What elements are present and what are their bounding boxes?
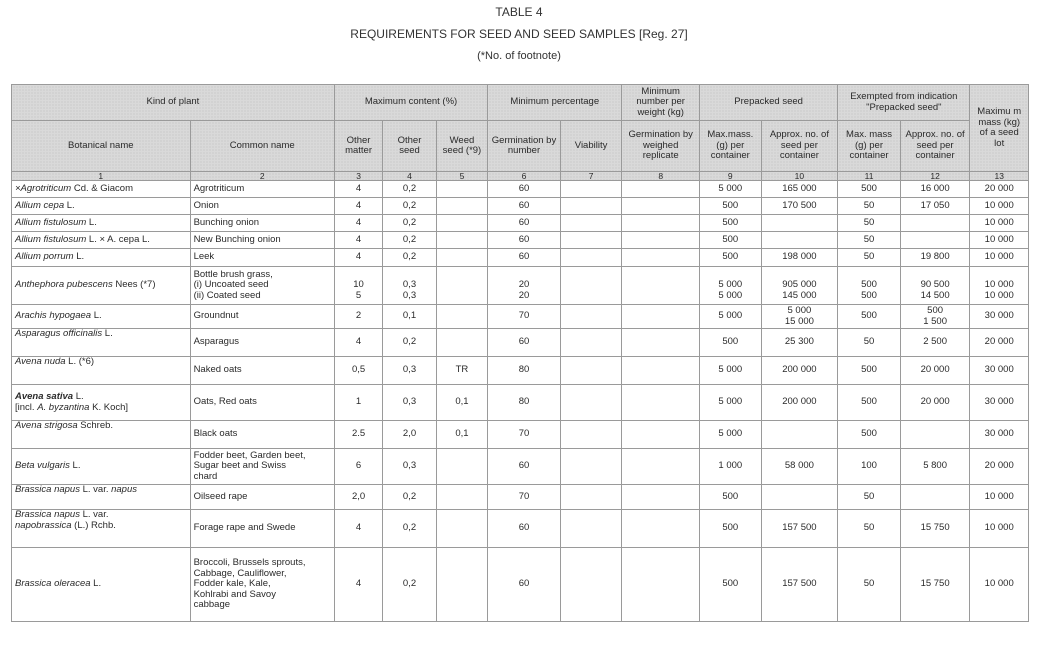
max-mass-container-exempt-cell: 100: [838, 449, 901, 485]
max-mass-lot-cell: 20 000: [970, 449, 1029, 485]
column-number: 9: [700, 172, 762, 181]
weed-seed-cell: [436, 548, 487, 622]
germination-weighed-cell: [622, 449, 700, 485]
requirements-table-wrapper: [11, 84, 1029, 622]
viability-cell: [560, 510, 622, 548]
other-seed-cell: 0,2: [383, 510, 436, 548]
other-matter-cell: 4: [334, 249, 382, 267]
header-max-mass-lot: Maximu m mass (kg) of a seed lot: [970, 85, 1029, 172]
common-name-cell: Bunching onion: [190, 215, 334, 232]
other-seed-cell: 0,2: [383, 181, 436, 198]
approx-seed-container-cell: 170 500: [761, 198, 838, 215]
other-matter-cell: 4: [334, 181, 382, 198]
germination-weighed-cell: [622, 249, 700, 267]
max-mass-container-cell: 500: [700, 548, 762, 622]
other-seed-cell: 0,1: [383, 305, 436, 329]
common-name-cell: New Bunching onion: [190, 232, 334, 249]
germination-number-cell: 80: [488, 357, 561, 385]
max-mass-lot-cell: 10 000: [970, 249, 1029, 267]
header-exempted: Exempted from indication "Prepacked seed": [838, 85, 970, 121]
other-matter-cell: 4: [334, 232, 382, 249]
max-mass-container-exempt-cell: 500: [838, 421, 901, 449]
approx-seed-container-cell: 200 000: [761, 357, 838, 385]
max-mass-lot-cell: 10 000: [970, 510, 1029, 548]
other-seed-cell: 0,2: [383, 232, 436, 249]
other-matter-cell: 4: [334, 329, 382, 357]
column-number: 13: [970, 172, 1029, 181]
table-row: [12, 548, 1029, 622]
column-number: 7: [560, 172, 622, 181]
common-name-cell: Onion: [190, 198, 334, 215]
botanical-name-cell: Brassica napus L. var. napobrassica (L.) Rchb.: [12, 510, 191, 548]
germination-number-cell: 70: [488, 305, 561, 329]
weed-seed-cell: [436, 249, 487, 267]
header-max-content: Maximum content (%): [334, 85, 487, 121]
other-matter-cell: 2.5: [334, 421, 382, 449]
germination-weighed-cell: [622, 329, 700, 357]
max-mass-container-exempt-cell: 500: [838, 357, 901, 385]
table-row: [12, 329, 1029, 357]
other-matter-cell: 4: [334, 215, 382, 232]
other-matter-cell: 2: [334, 305, 382, 329]
max-mass-container-exempt-cell: 50: [838, 215, 901, 232]
column-number: 2: [190, 172, 334, 181]
approx-seed-container-exempt-cell: 500 1 500: [900, 305, 970, 329]
header-viability: Viability: [560, 121, 622, 172]
germination-number-cell: 60: [488, 215, 561, 232]
max-mass-container-exempt-cell: 50: [838, 485, 901, 510]
max-mass-lot-cell: 10 000: [970, 485, 1029, 510]
other-matter-cell: 1: [334, 385, 382, 421]
max-mass-container-exempt-cell: 500: [838, 305, 901, 329]
other-seed-cell: 0,3: [383, 449, 436, 485]
max-mass-lot-cell: 20 000: [970, 329, 1029, 357]
germination-weighed-cell: [622, 421, 700, 449]
table-number: TABLE 4: [495, 5, 543, 19]
common-name-cell: Oilseed rape: [190, 485, 334, 510]
max-mass-container-cell: 1 000: [700, 449, 762, 485]
weed-seed-cell: [436, 329, 487, 357]
botanical-name-cell: Anthephora pubescens Nees (*7): [12, 267, 191, 305]
approx-seed-container-cell: 200 000: [761, 385, 838, 421]
header-row-2: [12, 121, 1029, 172]
germination-number-cell: 60: [488, 249, 561, 267]
approx-seed-container-cell: 905 000 145 000: [761, 267, 838, 305]
weed-seed-cell: [436, 267, 487, 305]
germination-number-cell: 60: [488, 198, 561, 215]
weed-seed-cell: [436, 181, 487, 198]
approx-seed-container-exempt-cell: 5 800: [900, 449, 970, 485]
max-mass-container-cell: 500: [700, 329, 762, 357]
germination-number-cell: 70: [488, 485, 561, 510]
approx-seed-container-cell: [761, 232, 838, 249]
approx-seed-container-exempt-cell: [900, 215, 970, 232]
other-seed-cell: 0,3 0,3: [383, 267, 436, 305]
weed-seed-cell: [436, 305, 487, 329]
table-row: [12, 305, 1029, 329]
germination-number-cell: 80: [488, 385, 561, 421]
column-number: 4: [383, 172, 436, 181]
common-name-cell: Asparagus: [190, 329, 334, 357]
viability-cell: [560, 305, 622, 329]
approx-seed-container-exempt-cell: [900, 232, 970, 249]
max-mass-lot-cell: 30 000: [970, 305, 1029, 329]
common-name-cell: Forage rape and Swede: [190, 510, 334, 548]
approx-seed-container-exempt-cell: 15 750: [900, 548, 970, 622]
header-germination-number: Germination by number: [488, 121, 561, 172]
viability-cell: [560, 198, 622, 215]
max-mass-container-cell: 500: [700, 249, 762, 267]
germination-number-cell: 60: [488, 548, 561, 622]
common-name-cell: Fodder beet, Garden beet, Sugar beet and Swiss chard: [190, 449, 334, 485]
column-number: 1: [12, 172, 191, 181]
other-seed-cell: 0,2: [383, 548, 436, 622]
max-mass-lot-cell: 10 000: [970, 548, 1029, 622]
other-seed-cell: 0,3: [383, 385, 436, 421]
table-row: [12, 485, 1029, 510]
approx-seed-container-cell: [761, 485, 838, 510]
common-name-cell: Groundnut: [190, 305, 334, 329]
germination-weighed-cell: [622, 357, 700, 385]
approx-seed-container-exempt-cell: [900, 485, 970, 510]
botanical-name-cell: Brassica oleracea L.: [12, 548, 191, 622]
viability-cell: [560, 267, 622, 305]
germination-weighed-cell: [622, 215, 700, 232]
germination-number-cell: 20 20: [488, 267, 561, 305]
approx-seed-container-exempt-cell: 20 000: [900, 385, 970, 421]
weed-seed-cell: 0,1: [436, 421, 487, 449]
max-mass-lot-cell: 10 000: [970, 215, 1029, 232]
max-mass-container-cell: 5 000 5 000: [700, 267, 762, 305]
approx-seed-container-exempt-cell: 16 000: [900, 181, 970, 198]
other-seed-cell: 0,2: [383, 485, 436, 510]
viability-cell: [560, 181, 622, 198]
viability-cell: [560, 385, 622, 421]
viability-cell: [560, 215, 622, 232]
header-approx-seed-container: Approx. no. of seed per container: [761, 121, 838, 172]
max-mass-lot-cell: 10 000: [970, 198, 1029, 215]
other-matter-cell: 4: [334, 198, 382, 215]
column-number: 12: [900, 172, 970, 181]
column-number: 6: [488, 172, 561, 181]
approx-seed-container-exempt-cell: 15 750: [900, 510, 970, 548]
max-mass-lot-cell: 30 000: [970, 421, 1029, 449]
table-row: [12, 385, 1029, 421]
botanical-name-cell: Avena strigosa Schreb.: [12, 421, 191, 449]
max-mass-container-cell: 5 000: [700, 385, 762, 421]
common-name-cell: Bottle brush grass, (i) Uncoated seed (ii) Coated seed: [190, 267, 334, 305]
table-row: [12, 181, 1029, 198]
header-min-number: Minimum number per weight (kg): [622, 85, 700, 121]
approx-seed-container-exempt-cell: 17 050: [900, 198, 970, 215]
germination-weighed-cell: [622, 385, 700, 421]
germination-weighed-cell: [622, 181, 700, 198]
weed-seed-cell: [436, 232, 487, 249]
weed-seed-cell: [436, 449, 487, 485]
common-name-cell: Agrotriticum: [190, 181, 334, 198]
germination-weighed-cell: [622, 232, 700, 249]
viability-cell: [560, 329, 622, 357]
table-row: [12, 232, 1029, 249]
max-mass-lot-cell: 10 000 10 000: [970, 267, 1029, 305]
max-mass-lot-cell: 30 000: [970, 357, 1029, 385]
approx-seed-container-cell: 157 500: [761, 510, 838, 548]
table-row: [12, 357, 1029, 385]
other-matter-cell: 0,5: [334, 357, 382, 385]
weed-seed-cell: [436, 485, 487, 510]
weed-seed-cell: [436, 198, 487, 215]
botanical-name-cell: Asparagus officinalis L.: [12, 329, 191, 357]
header-approx-seed-container-exempt: Approx. no. of seed per container: [900, 121, 970, 172]
other-matter-cell: 4: [334, 548, 382, 622]
weed-seed-cell: TR: [436, 357, 487, 385]
header-max-mass-container-exempt: Max. mass (g) per container: [838, 121, 901, 172]
botanical-name-cell: Avena nuda L. (*6): [12, 357, 191, 385]
header-weed-seed: Weed seed (*9): [436, 121, 487, 172]
germination-weighed-cell: [622, 485, 700, 510]
max-mass-lot-cell: 20 000: [970, 181, 1029, 198]
header-max-mass-container: Max.mass. (g) per container: [700, 121, 762, 172]
max-mass-container-cell: 5 000: [700, 181, 762, 198]
table-row: [12, 267, 1029, 305]
weed-seed-cell: [436, 510, 487, 548]
column-number-row: [12, 172, 1029, 181]
max-mass-container-cell: 500: [700, 215, 762, 232]
botanical-name-cell: Allium fistulosum L. × A. cepa L.: [12, 232, 191, 249]
max-mass-container-exempt-cell: 50: [838, 198, 901, 215]
approx-seed-container-cell: 157 500: [761, 548, 838, 622]
weed-seed-cell: 0,1: [436, 385, 487, 421]
germination-number-cell: 60: [488, 510, 561, 548]
germination-number-cell: 60: [488, 329, 561, 357]
approx-seed-container-exempt-cell: 20 000: [900, 357, 970, 385]
other-matter-cell: 4: [334, 510, 382, 548]
approx-seed-container-cell: 165 000: [761, 181, 838, 198]
germination-weighed-cell: [622, 548, 700, 622]
germination-weighed-cell: [622, 305, 700, 329]
header-prepacked: Prepacked seed: [700, 85, 838, 121]
column-number: 11: [838, 172, 901, 181]
botanical-name-cell: Allium porrum L.: [12, 249, 191, 267]
common-name-cell: Broccoli, Brussels sprouts, Cabbage, Cauliflower, Fodder kale, Kale, Kohlrabi and Savoy cabbage: [190, 548, 334, 622]
approx-seed-container-cell: [761, 421, 838, 449]
weed-seed-cell: [436, 215, 487, 232]
header-common-name: Common name: [190, 121, 334, 172]
approx-seed-container-cell: 198 000: [761, 249, 838, 267]
germination-number-cell: 60: [488, 449, 561, 485]
max-mass-container-exempt-cell: 500: [838, 385, 901, 421]
table-row: [12, 198, 1029, 215]
approx-seed-container-cell: 25 300: [761, 329, 838, 357]
botanical-name-cell: Beta vulgaris L.: [12, 449, 191, 485]
column-number: 10: [761, 172, 838, 181]
table-row: [12, 215, 1029, 232]
botanical-name-cell: Allium fistulosum L.: [12, 215, 191, 232]
other-matter-cell: 2,0: [334, 485, 382, 510]
common-name-cell: Oats, Red oats: [190, 385, 334, 421]
botanical-name-cell: Allium cepa L.: [12, 198, 191, 215]
other-seed-cell: 0,2: [383, 198, 436, 215]
other-seed-cell: 0,2: [383, 249, 436, 267]
header-row-1: [12, 85, 1029, 121]
table-row: [12, 249, 1029, 267]
approx-seed-container-exempt-cell: [900, 421, 970, 449]
max-mass-container-cell: 500: [700, 510, 762, 548]
germination-weighed-cell: [622, 198, 700, 215]
max-mass-lot-cell: 30 000: [970, 385, 1029, 421]
common-name-cell: Black oats: [190, 421, 334, 449]
germination-weighed-cell: [622, 267, 700, 305]
max-mass-container-exempt-cell: 50: [838, 329, 901, 357]
max-mass-lot-cell: 10 000: [970, 232, 1029, 249]
max-mass-container-exempt-cell: 500: [838, 181, 901, 198]
max-mass-container-exempt-cell: 50: [838, 510, 901, 548]
germination-weighed-cell: [622, 510, 700, 548]
common-name-cell: Leek: [190, 249, 334, 267]
header-min-percentage: Minimum percentage: [488, 85, 622, 121]
other-seed-cell: 0,2: [383, 215, 436, 232]
table-heading: REQUIREMENTS FOR SEED AND SEED SAMPLES [Reg. 27]: [350, 27, 688, 41]
header-germination-weighed: Germination by weighed replicate: [622, 121, 700, 172]
other-seed-cell: 0,3: [383, 357, 436, 385]
other-matter-cell: 6: [334, 449, 382, 485]
germination-number-cell: 60: [488, 181, 561, 198]
viability-cell: [560, 548, 622, 622]
column-number: 3: [334, 172, 382, 181]
viability-cell: [560, 249, 622, 267]
botanical-name-cell: Brassica napus L. var. napus: [12, 485, 191, 510]
germination-number-cell: 60: [488, 232, 561, 249]
other-seed-cell: 2,0: [383, 421, 436, 449]
approx-seed-container-exempt-cell: 90 500 14 500: [900, 267, 970, 305]
max-mass-container-cell: 5 000: [700, 421, 762, 449]
common-name-cell: Naked oats: [190, 357, 334, 385]
viability-cell: [560, 485, 622, 510]
approx-seed-container-exempt-cell: 19 800: [900, 249, 970, 267]
viability-cell: [560, 421, 622, 449]
approx-seed-container-cell: [761, 215, 838, 232]
max-mass-container-cell: 500: [700, 198, 762, 215]
other-matter-cell: 10 5: [334, 267, 382, 305]
table-row: [12, 421, 1029, 449]
header-other-matter: Other matter: [334, 121, 382, 172]
max-mass-container-exempt-cell: 50: [838, 548, 901, 622]
other-seed-cell: 0,2: [383, 329, 436, 357]
max-mass-container-cell: 5 000: [700, 305, 762, 329]
germination-number-cell: 70: [488, 421, 561, 449]
requirements-table: [11, 84, 1029, 622]
max-mass-container-cell: 500: [700, 485, 762, 510]
max-mass-container-exempt-cell: 50: [838, 232, 901, 249]
table-row: [12, 510, 1029, 548]
max-mass-container-cell: 5 000: [700, 357, 762, 385]
approx-seed-container-cell: 58 000: [761, 449, 838, 485]
header-botanical-name: Botanical name: [12, 121, 191, 172]
footnote-note: (*No. of footnote): [477, 50, 561, 62]
botanical-name-cell: Arachis hypogaea L.: [12, 305, 191, 329]
approx-seed-container-cell: 5 000 15 000: [761, 305, 838, 329]
header-kind-of-plant: Kind of plant: [12, 85, 335, 121]
viability-cell: [560, 449, 622, 485]
viability-cell: [560, 357, 622, 385]
column-number: 5: [436, 172, 487, 181]
viability-cell: [560, 232, 622, 249]
max-mass-container-exempt-cell: 500 500: [838, 267, 901, 305]
max-mass-container-exempt-cell: 50: [838, 249, 901, 267]
botanical-name-cell: ×Agrotriticum Cd. & Giacom: [12, 181, 191, 198]
header-other-seed: Other seed: [383, 121, 436, 172]
table-row: [12, 449, 1029, 485]
max-mass-container-cell: 500: [700, 232, 762, 249]
botanical-name-cell: Avena sativa L. [incl. A. byzantina K. Koch]: [12, 385, 191, 421]
approx-seed-container-exempt-cell: 2 500: [900, 329, 970, 357]
column-number: 8: [622, 172, 700, 181]
